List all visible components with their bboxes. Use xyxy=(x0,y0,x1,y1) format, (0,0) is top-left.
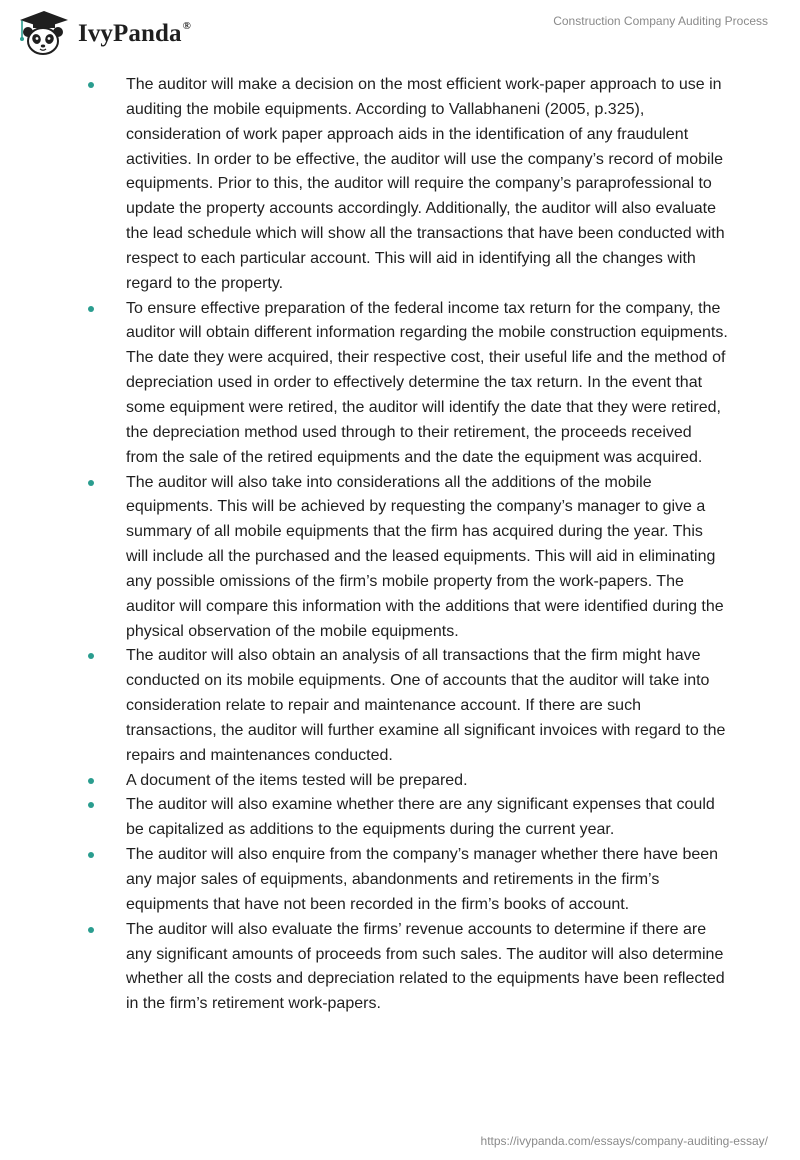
page-header xyxy=(0,0,800,70)
bullet-item xyxy=(88,73,728,297)
source-url[interactable]: https://ivypanda.com/essays/company-auditing-essay/ xyxy=(480,1134,768,1148)
bullet-item xyxy=(88,471,728,645)
bullet-dot-icon xyxy=(88,852,94,858)
bullet-text: The auditor will also take into considerations all the additions of the mobile equipments. This will be achieved by requesting the company’s manager to give a summary of all mobile equipments that the firm has acquired during the year. This will include all the purchased and the leased equipments. This will aid in eliminating any possible omissions of the firm’s mobile property from the work-papers. The auditor will compare this information with the additions that were identified during the physical observation of the mobile equipments. xyxy=(126,473,724,640)
bullet-dot-icon xyxy=(88,778,94,784)
bullet-item xyxy=(88,644,728,768)
bullet-text: The auditor will also obtain an analysis of all transactions that the firm might have conducted on its mobile equipments. One of accounts that the auditor will take into consideration relate to repair and maintenance account. If there are such transactions, the auditor will further examine all significant invoices with regard to the repairs and maintenances conducted. xyxy=(126,647,726,764)
bullet-dot-icon xyxy=(88,802,94,808)
brand-name xyxy=(78,20,191,48)
brand-name-text: IvyPanda xyxy=(78,20,182,47)
bullet-dot-icon xyxy=(88,82,94,88)
bullet-text: The auditor will also enquire from the company’s manager whether there have been any major sales of equipments, abandonments and retirements in the firm’s equipments that have not been recorded in the firm’s books of account. xyxy=(126,846,719,913)
bullet-dot-icon xyxy=(88,653,94,659)
bullet-text: To ensure effective preparation of the federal income tax return for the company, the auditor will obtain different information regarding the mobile construction equipments. The date they were acquired, their respective cost, their useful life and the method of depreciation used in order to effectively determine the tax return. In the event that some equipment were retired, the auditor will identify the date that they were retired, the depreciation method used through to their retirement, the proceeds received from the sale of the retired equipments and the date the equipment was acquired. xyxy=(126,299,728,466)
bullet-text: The auditor will also examine whether there are any significant expenses that could be capitalized as additions to the equipments during the current year. xyxy=(126,796,715,839)
bullet-text: A document of the items tested will be prepared. xyxy=(126,771,468,789)
document-title: Construction Company Auditing Process xyxy=(553,14,768,28)
bullet-item xyxy=(88,297,728,471)
essay-content xyxy=(88,73,728,1017)
bullet-item xyxy=(88,769,728,794)
bullet-item xyxy=(88,793,728,843)
bullet-item xyxy=(88,918,728,1017)
panda-graduation-cap-icon xyxy=(14,8,72,56)
bullet-dot-icon xyxy=(88,306,94,312)
bullet-text: The auditor will make a decision on the most efficient work-paper approach to use in auditing the mobile equipments. According to Vallabhaneni (2005, p.325), consideration of work paper approach aids in the identification of any fraudulent activities. In order to be effective, the auditor will use the company’s record of mobile equipments. Prior to this, the auditor will require the company’s paraprofessional to update the property accounts accordingly. Additionally, the auditor will also evaluate the lead schedule which will show all the transactions that have been conducted with respect to each particular account. This will aid in identifying all the changes with regard to the property. xyxy=(126,76,725,292)
bullet-text: The auditor will also evaluate the firms’ revenue accounts to determine if there are any significant amounts of proceeds from such sales. The auditor will also determine whether all the costs and depreciation related to the equipments have been reflected in the firm’s retirement work-papers. xyxy=(126,920,725,1013)
bullet-dot-icon xyxy=(88,480,94,486)
bullet-dot-icon xyxy=(88,927,94,933)
brand-logo[interactable] xyxy=(14,8,191,56)
bullet-list xyxy=(88,73,728,1017)
bullet-item xyxy=(88,843,728,918)
registered-mark: ® xyxy=(182,19,191,32)
